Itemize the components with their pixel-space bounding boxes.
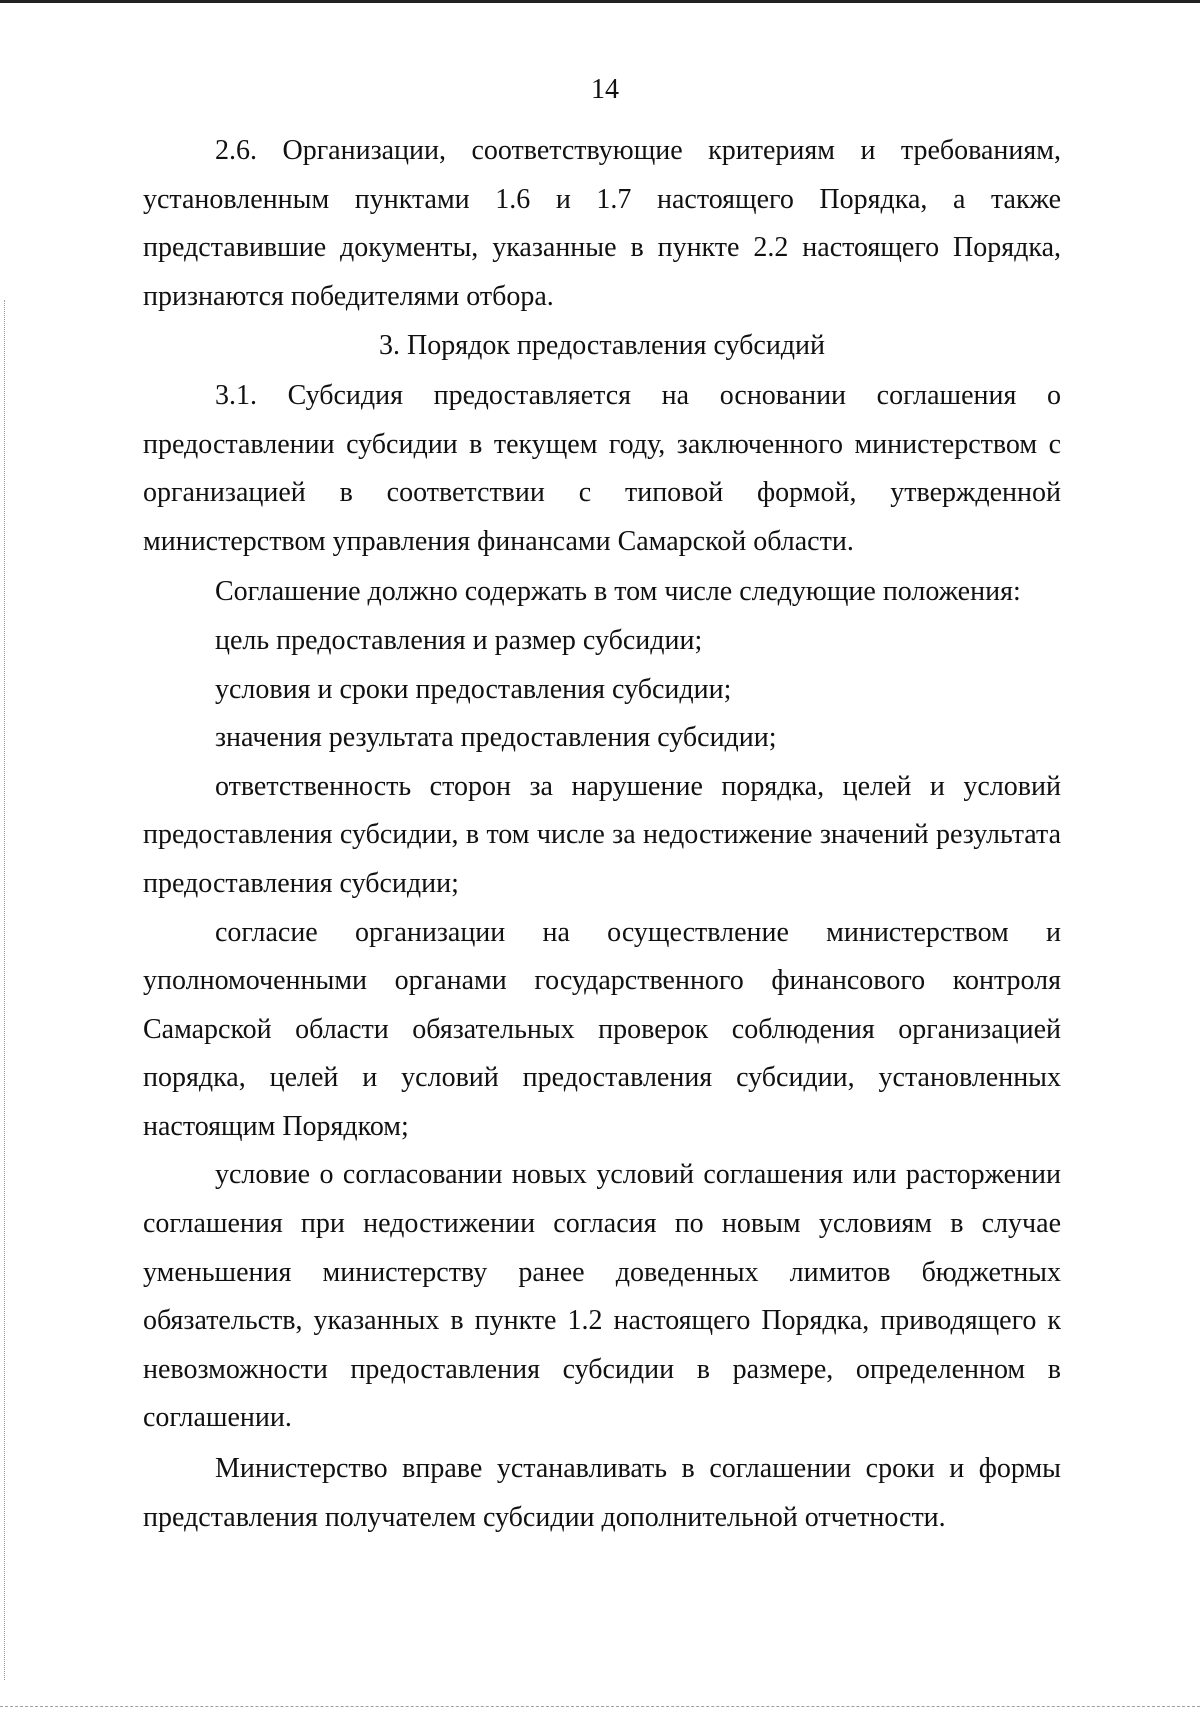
paragraph-2-6: 2.6. Организации, соответствующие критериям и требованиям, установленным пунктами 1.6 и 1.7 настоящего Порядка, а также представившие документы, указанные в пункте 2.2 настоящего Порядка, признаются победителями отбора. xyxy=(143,135,1061,312)
provision-consent: согласие организации на осуществление министерством и уполномоченными органами государственного финансового контроля Самарской области обязательных проверок соблюдения организацией порядка, целей и условий предоставления субсидии, установленных настоящим Порядком; xyxy=(143,916,1061,1142)
paragraph-reporting: Министерство вправе устанавливать в соглашении сроки и формы представления получателем субсидии дополнительной отчетности. xyxy=(143,1453,1061,1533)
paragraph-3-1: 3.1. Субсидия предоставляется на основании соглашения о предоставлении субсидии в текущем году, заключенного министерством с организацией в соответствии с типовой формой, утвержденной министерством управления финансами Самарской области. xyxy=(143,379,1061,557)
agreement-intro: Соглашение должно содержать в том числе следующие положения: xyxy=(215,576,1021,608)
provision-liability: ответственность сторон за нарушение порядка, целей и условий предоставления субсидии, в том числе за недостижение значений результата предоставления субсидии; xyxy=(143,770,1061,899)
provision-goal: цель предоставления и размер субсидии; xyxy=(215,624,703,656)
section-3-heading: 3. Порядок предоставления субсидий xyxy=(378,330,826,362)
scan-left-edge xyxy=(4,300,6,1680)
page-number: 14 xyxy=(591,74,619,105)
provision-new-terms: условие о согласовании новых условий соглашения или расторжении соглашения при недостижении согласия по новым условиям в случае уменьшения министерству ранее доведенных лимитов бюджетных обязательств, указанных в пункте 1.2 настоящего Порядка, приводящего к невозможности предоставления субсидии в размере, определенном в соглашении. xyxy=(143,1159,1061,1434)
scan-top-border xyxy=(0,0,1200,3)
provision-result: значения результата предоставления субсидии; xyxy=(215,722,777,754)
document-body xyxy=(143,127,1061,1542)
provision-terms: условия и сроки предоставления субсидии; xyxy=(215,673,732,705)
scan-bottom-edge xyxy=(0,1706,1200,1707)
